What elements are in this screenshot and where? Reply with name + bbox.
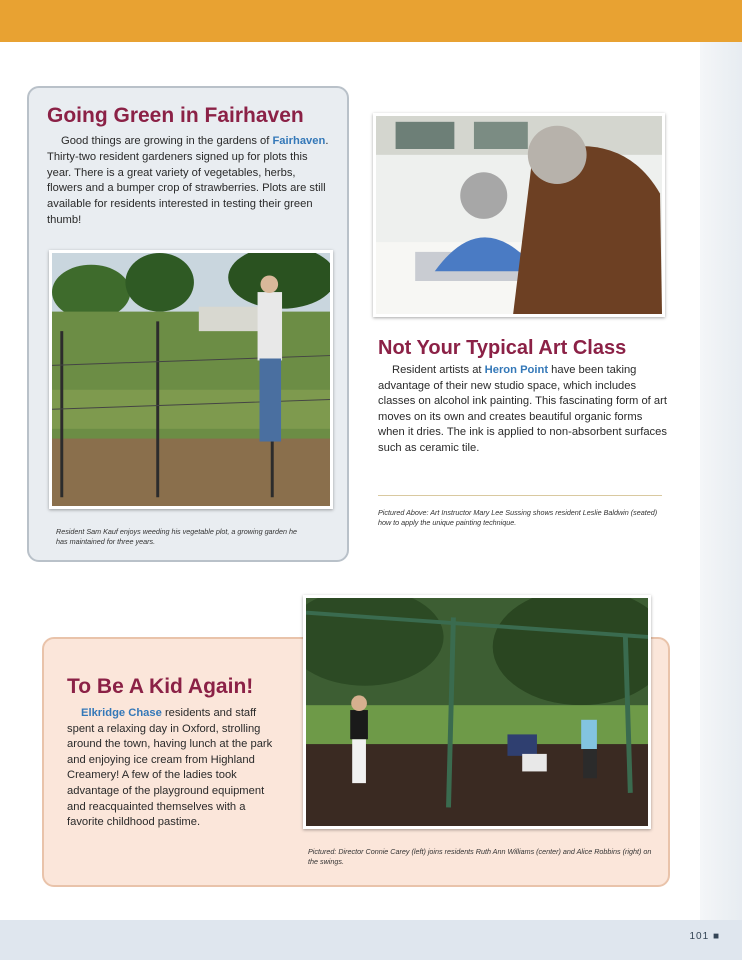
art-class-heading: Not Your Typical Art Class bbox=[378, 337, 627, 359]
art-photo-caption: Pictured Above: Art Instructor Mary Lee Sussing shows resident Leslie Baldwin (seated) how to apply the unique painting technique. bbox=[378, 508, 658, 527]
kid-again-heading: To Be A Kid Again! bbox=[67, 675, 254, 698]
top-accent-bar bbox=[0, 0, 742, 42]
art-divider bbox=[378, 495, 662, 496]
heron-point-highlight: Heron Point bbox=[484, 364, 549, 376]
kid-again-body-end: residents and staff spent a relaxing day in Oxford, strolling around the town, having lunch at the park and enjoying ice cream from Highland Creamery! A few of the ladies took advantage of the playground equipment and reacquainted themselves with a favorite childhood pastime. bbox=[67, 707, 273, 829]
going-green-body-start: Good things are growing in the gardens of bbox=[61, 135, 273, 147]
art-class-photo bbox=[373, 113, 665, 317]
going-green-heading: Going Green in Fairhaven bbox=[47, 104, 304, 127]
garden-photo bbox=[49, 250, 333, 509]
going-green-body bbox=[47, 134, 331, 229]
elkridge-chase-highlight: Elkridge Chase bbox=[81, 707, 162, 719]
swings-photo-caption: Pictured: Director Connie Carey (left) joins residents Ruth Ann Williams (center) and Alice Robbins (right) on the swings. bbox=[308, 847, 652, 866]
fairhaven-highlight: Fairhaven bbox=[272, 135, 326, 147]
art-class-body-start: Resident artists at bbox=[392, 364, 485, 376]
page-number: 101 ■ bbox=[689, 931, 720, 942]
right-margin-strip bbox=[700, 42, 742, 920]
swings-photo bbox=[303, 595, 651, 829]
going-green-body-end: . Thirty-two resident gardeners signed up for plots this year. There is a great variety of vegetables, herbs, flowers and a bumper crop of strawberries. Plots are still available for residents interested in testing their green thumb! bbox=[47, 135, 329, 226]
art-class-body-end: have been taking advantage of their new studio space, which includes classes on alcohol ink painting. This fascinating form of art moves on its own and creates beautiful organic forms when it dries. The ink is applied to non-absorbent surfaces such as ceramic tile. bbox=[378, 364, 667, 454]
bottom-bar bbox=[0, 920, 742, 960]
kid-again-body bbox=[67, 706, 285, 831]
garden-photo-caption: Resident Sam Kauf enjoys weeding his vegetable plot, a growing garden he has maintained for three years. bbox=[56, 527, 297, 546]
art-class-body bbox=[378, 363, 668, 457]
